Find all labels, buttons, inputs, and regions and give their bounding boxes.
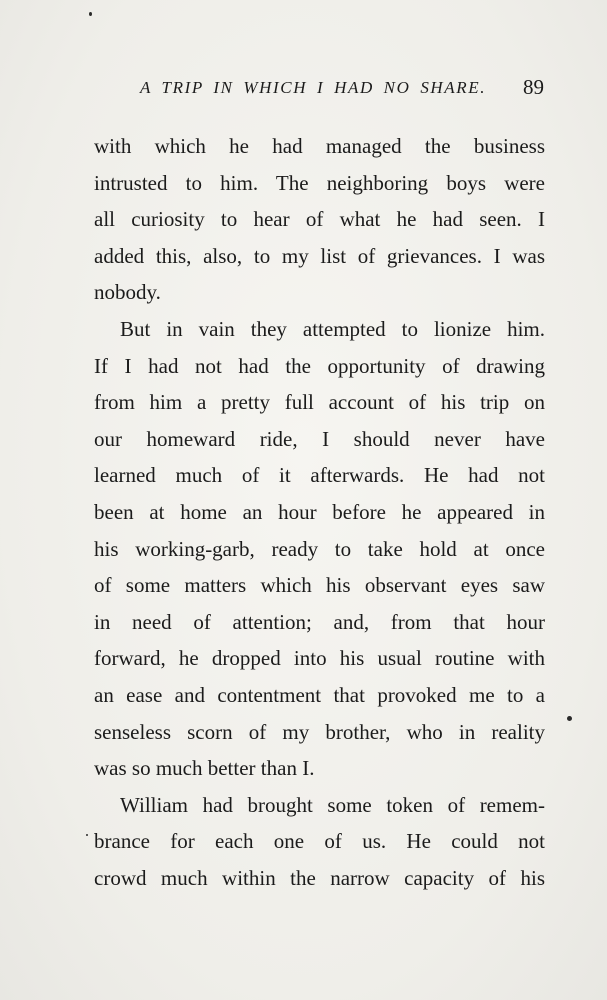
- page-number: 89: [523, 75, 544, 99]
- text-line: our homeward ride, I should never have: [94, 426, 545, 451]
- text-line: intrusted to him. The neighboring boys were: [94, 170, 545, 195]
- text-line: William had brought some token of remem-: [120, 792, 545, 817]
- text-line: his working-garb, ready to take hold at once: [94, 536, 545, 561]
- text-line: brance for each one of us. He could not: [94, 829, 545, 854]
- body-text: [94, 128, 545, 896]
- running-title: A TRIP IN WHICH I HAD NO SHARE.: [140, 78, 487, 97]
- text-line: with which he had managed the business: [94, 134, 545, 158]
- text-line: been at home an hour before he appeared in: [94, 499, 545, 524]
- ink-speck: [86, 834, 88, 836]
- text-line: in need of attention; and, from that hour: [94, 609, 545, 634]
- text-line: of some matters which his observant eyes saw: [94, 573, 545, 598]
- ink-speck: [567, 716, 572, 721]
- running-head: [140, 76, 544, 102]
- text-line: from him a pretty full account of his trip on: [94, 390, 545, 415]
- text-line: forward, he dropped into his usual routine with: [94, 646, 545, 671]
- text-line: nobody.: [94, 280, 161, 305]
- text-line: senseless scorn of my brother, who in reality: [94, 719, 545, 744]
- text-line: an ease and contentment that provoked me to a: [94, 682, 545, 707]
- text-line: learned much of it afterwards. He had not: [94, 463, 545, 488]
- text-line: was so much better than I.: [94, 756, 315, 781]
- ink-speck: [89, 12, 92, 16]
- text-line: all curiosity to hear of what he had seen. I: [94, 207, 545, 232]
- text-line: added this, also, to my list of grievances. I was: [94, 243, 545, 268]
- text-line: If I had not had the opportunity of drawing: [94, 353, 545, 378]
- text-line: crowd much within the narrow capacity of his: [94, 865, 545, 890]
- text-line: But in vain they attempted to lionize him.: [120, 316, 545, 341]
